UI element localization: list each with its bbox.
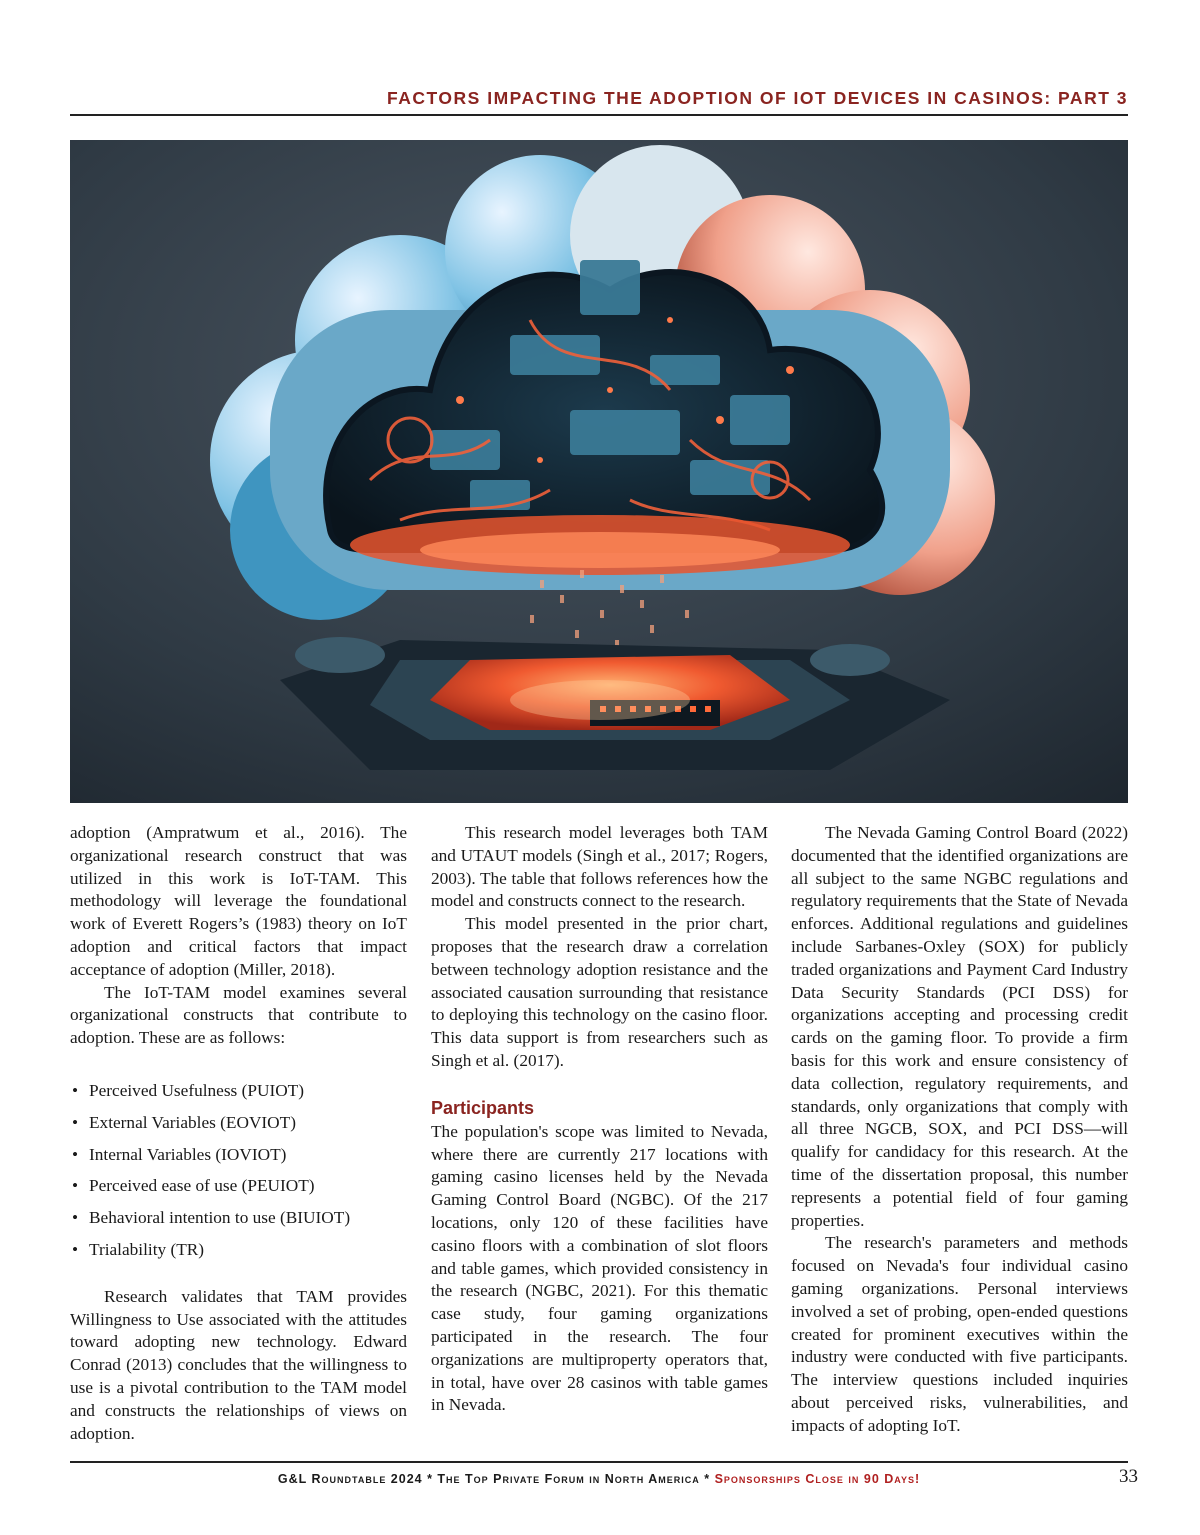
running-header-title: FACTORS IMPACTING THE ADOPTION OF IOT DEVICES IN CASINOS: PART 3 — [387, 88, 1128, 108]
list-item — [70, 1144, 407, 1167]
hero-illustration — [70, 140, 1128, 803]
footer-highlight: Sponsorships Close in 90 Days! — [714, 1472, 921, 1486]
paragraph: The population's scope was limited to Nevada, where there are currently 217 locations with gaming casino licenses held by the Nevada Gaming Control Board (NGBC). Of the 217 locations, only 120 of these facilities have casino floors with a combination of slot floors and table games, which provided consistency in the research (NGBC, 2021). For this thematic case study, four gaming organizations participated in the research. The four organizations are multiproperty operators that, in total, have over 28 casinos with table games in Nevada. — [431, 1121, 768, 1415]
construct-list — [70, 1080, 407, 1262]
paragraph: The IoT-TAM model examines several organizational constructs that contribute to adoption. These are as follows: — [70, 982, 407, 1048]
bullet-icon: • — [72, 1176, 79, 1196]
section-heading-participants: Participants — [431, 1097, 535, 1118]
bullet-icon: • — [72, 1144, 79, 1164]
list-item — [70, 1239, 407, 1262]
bullet-icon: • — [72, 1112, 79, 1132]
text-column-1 — [70, 822, 407, 1445]
cloud-casino-illustration — [70, 140, 1128, 803]
list-item — [70, 1080, 407, 1103]
bullet-icon: • — [72, 1239, 79, 1259]
list-item — [70, 1175, 407, 1198]
list-item-text: Behavioral intention to use (BIUIOT) — [89, 1208, 351, 1228]
list-item — [70, 1112, 407, 1135]
paragraph: The Nevada Gaming Control Board (2022) documented that the identified organizations are all subject to the same NGBC regulations and regulatory requirements that the State of Nevada enforces. Additional regulations and guidelines include Sarbanes-Oxley (SOX) for publicly traded organizations and Payment Card Industry Data Security Standards (PCI DSS) for organizations accepting and processing credit cards on the gaming floor. To provide a firm basis for this work and ensure consistency of data collection, regulatory requirements, and standards, only organizations that comply with all three NGCB, SOX, and PCI DSS—will qualify for candidacy for this research. At the time of the dissertation proposal, this number represents a potential field of four gaming properties. — [791, 823, 1128, 1230]
list-item-text: Trialability (TR) — [89, 1239, 205, 1259]
list-item — [70, 1207, 407, 1230]
bullet-icon: • — [72, 1080, 79, 1100]
text-column-3 — [791, 822, 1128, 1438]
bullet-icon: • — [72, 1208, 79, 1228]
paragraph: Research validates that TAM provides Willingness to Use associated with the attitudes toward adopting new technology. Edward Conrad (2013) concludes that the willingness to use is a pivotal contribution to the TAM model and constructs the relationships of views on adoption. — [70, 1286, 407, 1443]
paragraph: The research's parameters and methods focused on Nevada's four individual casino gaming organizations. Personal interviews involved a set of probing, open-ended questions created for prominent executives within the industry were conducted with five participants. The interview questions included inquiries about perceived risks, vulnerabilities, and impacts of adopting IoT. — [791, 1233, 1128, 1435]
list-item-text: Perceived Usefulness (PUIOT) — [89, 1080, 304, 1100]
footer-text: G&L Roundtable 2024 * The Top Private Forum in North America * — [277, 1472, 715, 1486]
list-item-text: External Variables (EOVIOT) — [89, 1112, 296, 1132]
list-item-text: Perceived ease of use (PEUIOT) — [89, 1176, 315, 1196]
page-number: 33 — [1119, 1466, 1138, 1487]
text-column-2 — [431, 822, 768, 1417]
footer-banner — [70, 1472, 1128, 1486]
header-divider — [70, 114, 1128, 116]
paragraph: This research model leverages both TAM and UTAUT models (Singh et al., 2017; Rogers, 2003). The table that follows references how the model and constructs connect to the research. — [431, 823, 768, 911]
paragraph: This model presented in the prior chart, proposes that the research draw a correlation between technology adoption resistance and the associated causation surrounding that resistance to deploying this technology on the casino floor. This data support is from researchers such as Singh et al. (2017). — [431, 914, 768, 1070]
paragraph: adoption (Ampratwum et al., 2016). The organizational research construct that was utilized in this work is IoT-TAM. This methodology will leverage the foundational work of Everett Rogers’s (1983) theory on IoT adoption and critical factors that impact acceptance of adoption (Miller, 2018). — [70, 823, 407, 979]
footer-divider — [70, 1461, 1128, 1463]
list-item-text: Internal Variables (IOVIOT) — [89, 1144, 287, 1164]
